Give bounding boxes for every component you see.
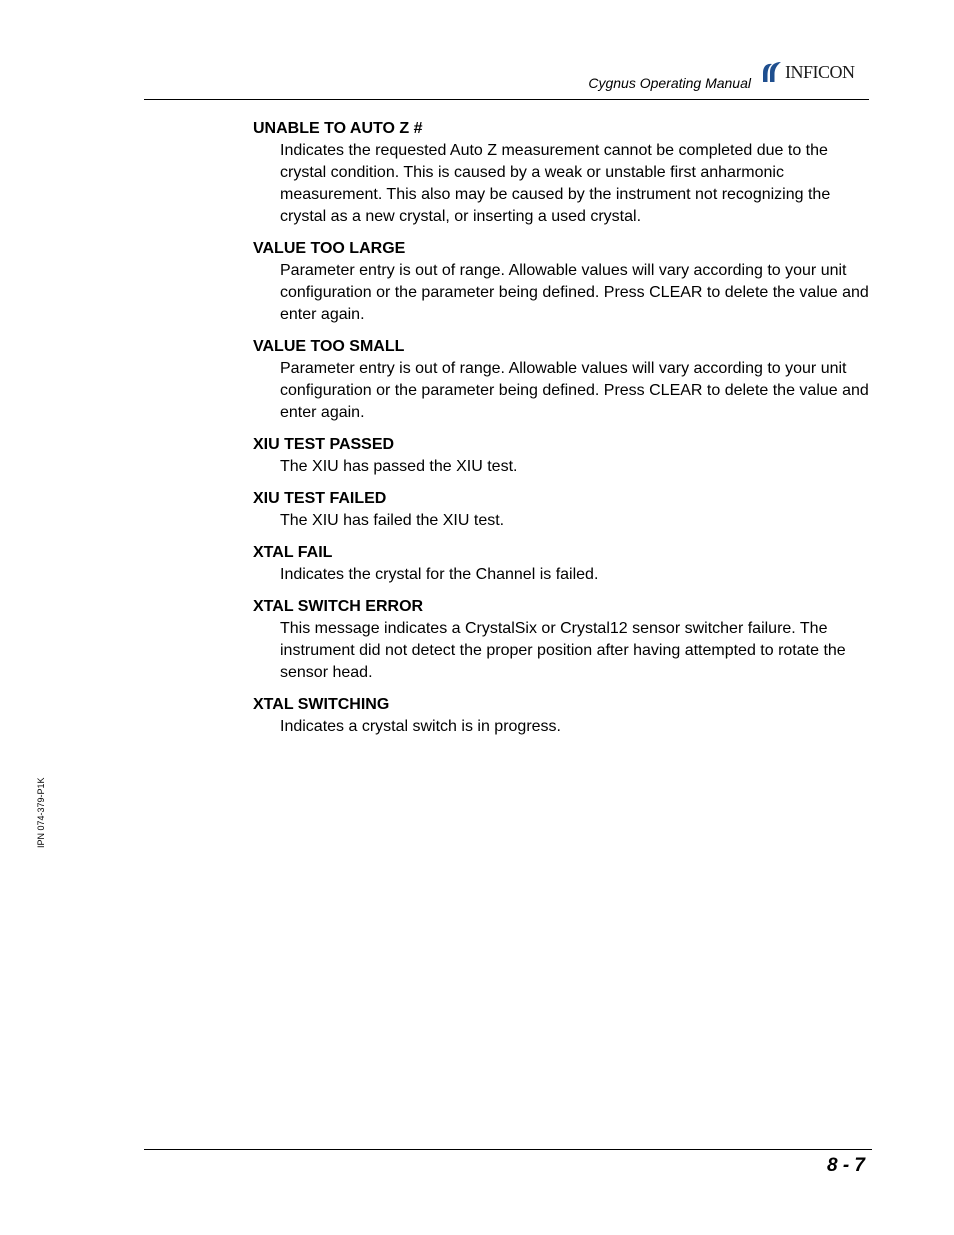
message-entry	[253, 542, 873, 586]
message-entry	[253, 596, 873, 684]
message-description: This message indicates a CrystalSix or Crystal12 sensor switcher failure. The instrument did not detect the proper position after having attempted to rotate the sensor head.	[280, 620, 846, 681]
message-list	[253, 118, 873, 748]
inficon-logo	[760, 60, 872, 84]
page-number: 8 - 7	[826, 1155, 865, 1176]
message-entry	[253, 434, 873, 478]
document-ipn-label: IPN 074-379-P1K	[36, 777, 46, 848]
message-title: XTAL SWITCHING	[253, 696, 390, 713]
message-entry	[253, 336, 873, 424]
message-description: Parameter entry is out of range. Allowable values will vary according to your unit configuration or the parameter being defined. Press CLEAR to delete the value and enter again.	[280, 262, 869, 323]
header-divider	[144, 99, 869, 100]
message-title: XIU TEST PASSED	[253, 436, 395, 453]
message-entry	[253, 488, 873, 532]
message-description: Indicates the crystal for the Channel is failed.	[280, 566, 599, 583]
footer-divider	[144, 1149, 872, 1150]
message-title: VALUE TOO LARGE	[253, 240, 406, 257]
message-entry	[253, 238, 873, 326]
message-description: The XIU has passed the XIU test.	[280, 458, 518, 475]
message-title: UNABLE TO AUTO Z #	[253, 120, 423, 137]
logo-wordmark: INFICON	[785, 61, 855, 82]
message-description: Parameter entry is out of range. Allowable values will vary according to your unit configuration or the parameter being defined. Press CLEAR to delete the value and enter again.	[280, 360, 869, 421]
message-entry	[253, 118, 873, 228]
message-entry	[253, 694, 873, 738]
manual-title: Cygnus Operating Manual	[588, 75, 751, 91]
message-title: XTAL SWITCH ERROR	[253, 598, 424, 615]
inficon-logo-mark-icon	[760, 60, 784, 84]
message-title: VALUE TOO SMALL	[253, 338, 405, 355]
message-title: XIU TEST FAILED	[253, 490, 387, 507]
message-description: The XIU has failed the XIU test.	[280, 512, 505, 529]
message-description: Indicates the requested Auto Z measurement cannot be completed due to the crystal condition. This is caused by a weak or unstable first anharmonic measurement. This also may be caused by the instrument not recognizing the crystal as a new crystal, or inserting a used crystal.	[280, 142, 831, 225]
message-title: XTAL FAIL	[253, 544, 333, 561]
message-description: Indicates a crystal switch is in progress.	[280, 718, 561, 735]
